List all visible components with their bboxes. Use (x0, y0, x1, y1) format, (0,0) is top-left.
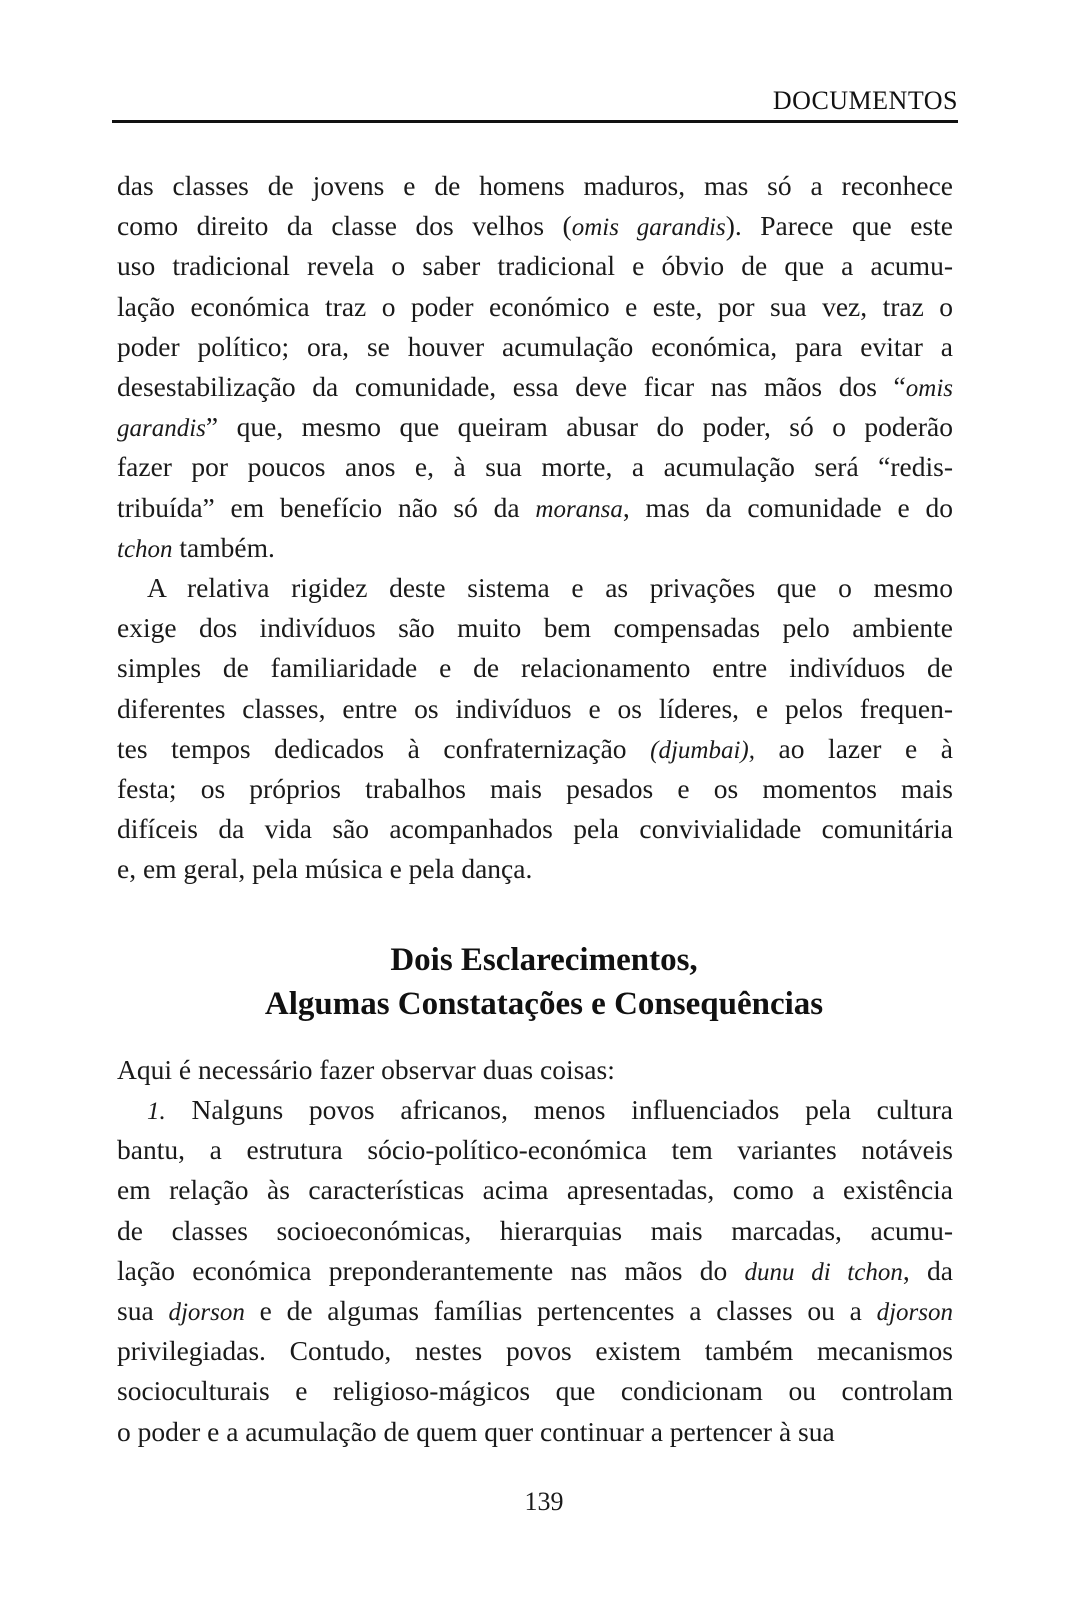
text-line: de classes socioeconómicas, hierarquias mais marcadas, acumu- (117, 1214, 953, 1246)
text-line: o poder e a acumulação de quem quer continuar a pertencer à sua (117, 1415, 835, 1447)
section-heading-line-2: Algumas Constatações e Consequências (264, 986, 824, 1022)
text-line: tes tempos dedicados à confraternização (djumbai), ao lazer e à (117, 732, 953, 764)
text-line: 1. Nalguns povos africanos, menos influenciados pela cultura (147, 1094, 953, 1125)
text-line: das classes de jovens e de homens maduros, mas só a reconhece (117, 170, 953, 201)
text-line: poder político; ora, se houver acumulação económica, para evitar a (117, 330, 953, 362)
text-line: em relação às características acima apresentadas, como a existência (117, 1174, 953, 1206)
text-line: sua djorson e de algumas famílias pertencentes a classes ou a djorson (117, 1295, 953, 1326)
text-line: Aqui é necessário fazer observar duas coisas: (117, 1054, 615, 1085)
text-line: como direito da classe dos velhos (omis garandis). Parece que este (117, 210, 953, 242)
running-header (112, 80, 958, 124)
text-line: festa; os próprios trabalhos mais pesados e os momentos mais (117, 773, 953, 804)
text-line: diferentes classes, entre os indivíduos e os líderes, e pelos frequen- (117, 692, 953, 724)
text-line: bantu, a estrutura sócio-político-económica tem variantes notáveis (117, 1134, 953, 1166)
running-title: DOCUMENTOS (772, 86, 958, 115)
header-rule (112, 120, 958, 123)
text-line: exige dos indivíduos são muito bem compensadas pelo ambiente (117, 612, 953, 644)
text-line: lação económica traz o poder económico e este, por sua vez, traz o (117, 290, 953, 322)
section-heading-line-1: Dois Esclarecimentos, (390, 942, 698, 978)
text-line: garandis” que, mesmo que queiram abusar do poder, só o poderão (117, 411, 953, 443)
text-line: e, em geral, pela música e pela dança. (117, 853, 533, 885)
text-line: fazer por poucos anos e, à sua morte, a acumulação será “redis- (117, 451, 953, 483)
text-line: lação económica preponderantemente nas mãos do dunu di tchon, da (117, 1254, 953, 1286)
text-line: tribuída” em benefício não só da moransa, mas da comunidade e do (117, 491, 953, 523)
text-line: uso tradicional revela o saber tradicional e óbvio de que a acumu- (117, 250, 953, 282)
text-line: desestabilização da comunidade, essa deve ficar nas mãos dos “omis (117, 371, 953, 402)
text-line: privilegiadas. Contudo, nestes povos existem também mecanismos (117, 1335, 953, 1367)
text-line: simples de familiaridade e de relacionamento entre indivíduos de (117, 652, 953, 684)
text-line: A relativa rigidez deste sistema e as privações que o mesmo (147, 572, 953, 603)
text-line: tchon também. (117, 531, 275, 563)
page-number: 139 (524, 1487, 564, 1516)
text-line: difíceis da vida são acompanhados pela convivialidade comunitária (117, 813, 953, 845)
text-line: socioculturais e religioso-mágicos que condicionam ou controlam (117, 1375, 953, 1407)
